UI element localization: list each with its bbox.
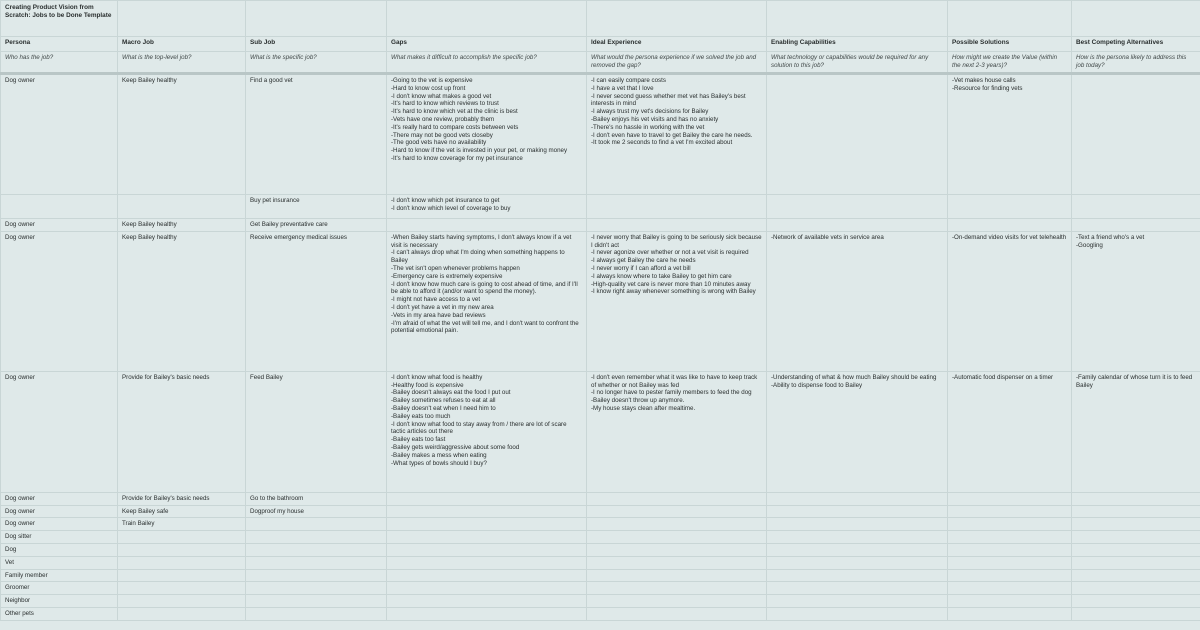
cell-line: -It's hard to know which reviews to trust <box>391 100 499 108</box>
cell-line: -I never worry that Bailey is going to be seriously sick because I didn't act <box>591 233 762 249</box>
cell-line: -When Bailey starts having symptoms, I don't always know if a vet visit is necessary <box>391 233 572 249</box>
best-alternatives-cell[interactable] <box>1072 595 1200 608</box>
cell-line: -I don't yet have a vet in my new area <box>391 303 494 311</box>
macro-job-cell[interactable] <box>118 607 246 620</box>
cell-line: -Automatic food dispenser on a timer <box>952 373 1054 381</box>
cell-line: -Bailey doesn't always eat the food I put out <box>391 389 511 397</box>
question-macro-job[interactable]: What is the top-level job? <box>118 52 246 74</box>
cell-line: -Network of available vets in service area <box>771 233 884 241</box>
persona-cell[interactable]: Vet <box>1 556 118 569</box>
enabling-capabilities-cell[interactable] <box>767 492 948 505</box>
cell-line: -Bailey eats too much <box>391 412 451 420</box>
macro-job-cell[interactable]: Train Bailey <box>118 518 246 531</box>
cell-line: -Bailey sometimes refuses to eat at all <box>391 397 496 405</box>
table-row <box>1 556 1200 569</box>
possible-solutions-cell[interactable] <box>948 531 1072 544</box>
macro-job-cell[interactable] <box>118 582 246 595</box>
ideal-experience-cell[interactable] <box>587 595 767 608</box>
persona-cell[interactable]: Neighbor <box>1 595 118 608</box>
gaps-cell[interactable] <box>387 556 587 569</box>
enabling-capabilities-cell[interactable] <box>767 543 948 556</box>
empty-cell[interactable] <box>587 1 767 37</box>
macro-job-cell[interactable] <box>118 595 246 608</box>
cell-line: -It's really hard to compare costs between vets <box>391 123 519 131</box>
table-row <box>1 219 1200 232</box>
enabling-capabilities-cell[interactable] <box>767 371 948 492</box>
header-gaps[interactable]: Gaps <box>387 37 587 52</box>
best-alternatives-cell[interactable] <box>1072 543 1200 556</box>
cell-line: -High-quality vet care is never more than 10 minutes away <box>591 280 751 288</box>
sub-job-cell[interactable] <box>246 607 387 620</box>
cell-line: -I don't know what makes a good vet <box>391 92 492 100</box>
table-row <box>1 531 1200 544</box>
gaps-cell[interactable] <box>387 492 587 505</box>
best-alternatives-cell[interactable] <box>1072 556 1200 569</box>
cell-line: -Healthy food is expensive <box>391 381 464 389</box>
title-row <box>1 1 1200 37</box>
ideal-experience-cell[interactable] <box>587 531 767 544</box>
possible-solutions-cell[interactable] <box>948 371 1072 492</box>
possible-solutions-cell[interactable] <box>948 556 1072 569</box>
sub-job-cell[interactable] <box>246 518 387 531</box>
cell-line: -I don't know what food to stay away from / there are lot of scare tactic articles out there <box>391 420 567 436</box>
cell-line: -Hard to know cost up front <box>391 84 466 92</box>
empty-cell[interactable] <box>948 1 1072 37</box>
cell-line: -My house stays clean after mealtime. <box>591 404 696 412</box>
cell-line: -I don't know what food is healthy <box>391 373 483 381</box>
macro-job-cell[interactable]: Keep Bailey safe <box>118 505 246 518</box>
cell-line: -I always know where to take Bailey to get him care <box>591 272 732 280</box>
sub-job-cell[interactable]: Get Bailey preventative care <box>246 219 387 232</box>
question-row <box>1 52 1200 74</box>
enabling-capabilities-cell[interactable] <box>767 74 948 195</box>
best-alternatives-cell[interactable] <box>1072 531 1200 544</box>
persona-cell[interactable]: Dog <box>1 543 118 556</box>
persona-cell[interactable] <box>1 195 118 219</box>
sub-job-cell[interactable] <box>246 569 387 582</box>
gaps-cell[interactable] <box>387 195 587 219</box>
cell-line: -It took me 2 seconds to find a vet I'm excited about <box>591 139 733 147</box>
header-row <box>1 37 1200 52</box>
best-alternatives-cell[interactable] <box>1072 582 1200 595</box>
ideal-experience-cell[interactable] <box>587 492 767 505</box>
ideal-experience-cell[interactable] <box>587 543 767 556</box>
cell-line: -Hard to know if the vet is invested in your pet, or making money <box>391 147 568 155</box>
persona-cell[interactable]: Dog owner <box>1 505 118 518</box>
best-alternatives-cell[interactable] <box>1072 219 1200 232</box>
cell-line: -Text a friend who's a vet <box>1076 233 1145 241</box>
possible-solutions-cell[interactable] <box>948 543 1072 556</box>
gaps-cell[interactable] <box>387 505 587 518</box>
sub-job-cell[interactable] <box>246 595 387 608</box>
enabling-capabilities-cell[interactable] <box>767 607 948 620</box>
best-alternatives-cell[interactable] <box>1072 518 1200 531</box>
cell-line: -I don't even have to travel to get Bailey the care he needs. <box>591 131 753 139</box>
empty-cell[interactable] <box>118 1 246 37</box>
cell-line: -Bailey gets weird/aggressive about some food <box>391 443 520 451</box>
possible-solutions-cell[interactable] <box>948 607 1072 620</box>
macro-job-cell[interactable]: Keep Bailey healthy <box>118 74 246 195</box>
enabling-capabilities-cell[interactable] <box>767 518 948 531</box>
cell-line: -I can't always drop what I'm doing when something happens to Bailey <box>391 249 565 265</box>
table-row <box>1 195 1200 219</box>
table-row <box>1 231 1200 371</box>
cell-line: -On-demand video visits for vet telehealth <box>952 233 1067 241</box>
persona-cell[interactable]: Groomer <box>1 582 118 595</box>
enabling-capabilities-cell[interactable] <box>767 505 948 518</box>
cell-line: -I never worry if I can afford a vet bill <box>591 264 691 272</box>
best-alternatives-cell[interactable] <box>1072 74 1200 195</box>
enabling-capabilities-cell[interactable] <box>767 531 948 544</box>
cell-line: -I don't know how much care is going to cost ahead of time, and if I'll be able to afford it (and/or want to spend the money). <box>391 280 578 296</box>
header-macro-job[interactable]: Macro Job <box>118 37 246 52</box>
macro-job-cell[interactable] <box>118 556 246 569</box>
header-best-competing-alternatives[interactable]: Best Competing Alternatives <box>1072 37 1200 52</box>
ideal-experience-cell[interactable] <box>587 569 767 582</box>
sub-job-cell[interactable]: Buy pet insurance <box>246 195 387 219</box>
table-row <box>1 595 1200 608</box>
macro-job-cell[interactable]: Provide for Bailey's basic needs <box>118 492 246 505</box>
empty-cell[interactable] <box>246 1 387 37</box>
table-row <box>1 543 1200 556</box>
enabling-capabilities-cell[interactable] <box>767 595 948 608</box>
cell-line: -Vets have one review, probably them <box>391 115 495 123</box>
question-sub-job[interactable]: What is the specific job? <box>246 52 387 74</box>
best-alternatives-cell[interactable] <box>1072 505 1200 518</box>
gaps-cell[interactable] <box>387 531 587 544</box>
cell-line: -Bailey eats too fast <box>391 436 446 444</box>
ideal-experience-cell[interactable] <box>587 74 767 195</box>
gaps-cell[interactable] <box>387 607 587 620</box>
sub-job-cell[interactable] <box>246 531 387 544</box>
header-sub-job[interactable]: Sub Job <box>246 37 387 52</box>
cell-line: -I'm afraid of what the vet will tell me, and I don't want to confront the potential emotional pain. <box>391 319 579 335</box>
table-row <box>1 371 1200 492</box>
table-row <box>1 74 1200 195</box>
header-persona[interactable]: Persona <box>1 37 118 52</box>
question-enabling-capabilities[interactable]: What technology or capabilities would be required for any solution to this job? <box>767 52 948 74</box>
ideal-experience-cell[interactable] <box>587 219 767 232</box>
persona-cell[interactable]: Dog owner <box>1 74 118 195</box>
enabling-capabilities-cell[interactable] <box>767 556 948 569</box>
table-row <box>1 569 1200 582</box>
table-row <box>1 607 1200 620</box>
cell-line: -I no longer have to pester family members to feed the dog <box>591 389 752 397</box>
header-ideal-experience[interactable]: Ideal Experience <box>587 37 767 52</box>
sub-job-cell[interactable] <box>246 543 387 556</box>
question-possible-solutions[interactable]: How might we create the Value (within the next 2-3 years)? <box>948 52 1072 74</box>
possible-solutions-cell[interactable] <box>948 505 1072 518</box>
cell-line: -I always get Bailey the care he needs <box>591 257 696 265</box>
macro-job-cell[interactable] <box>118 569 246 582</box>
cell-line: -I have a vet that I love <box>591 84 654 92</box>
cell-line: -I never second guess whether met vet has Bailey's best interests in mind <box>591 92 746 108</box>
gaps-cell[interactable] <box>387 371 587 492</box>
cell-line: -I don't even remember what it was like to have to keep track of whether or not Bailey was fed <box>591 373 758 389</box>
cell-line: -Vet makes house calls <box>952 77 1016 84</box>
ideal-experience-cell[interactable] <box>587 371 767 492</box>
cell-line: -Vets in my area have bad reviews <box>391 311 486 319</box>
macro-job-cell[interactable]: Keep Bailey healthy <box>118 219 246 232</box>
macro-job-cell[interactable] <box>118 531 246 544</box>
cell-line: -I can easily compare costs <box>591 77 666 84</box>
enabling-capabilities-cell[interactable] <box>767 195 948 219</box>
gaps-cell[interactable] <box>387 582 587 595</box>
empty-cell[interactable] <box>1072 1 1200 37</box>
cell-line: -What types of bowls should I buy? <box>391 459 487 467</box>
sub-job-cell[interactable]: Dogproof my house <box>246 505 387 518</box>
cell-line: -It's hard to know coverage for my pet insurance <box>391 154 523 162</box>
gaps-cell[interactable] <box>387 595 587 608</box>
question-ideal-experience[interactable]: What would the persona experience if we solved the job and removed the gap? <box>587 52 767 74</box>
question-gaps[interactable]: What makes it difficult to accomplish the specific job? <box>387 52 587 74</box>
cell-line: -I don't know which level of coverage to buy <box>391 204 511 212</box>
ideal-experience-cell[interactable] <box>587 582 767 595</box>
enabling-capabilities-cell[interactable] <box>767 219 948 232</box>
persona-cell[interactable]: Dog owner <box>1 231 118 371</box>
empty-cell[interactable] <box>767 1 948 37</box>
best-alternatives-cell[interactable] <box>1072 195 1200 219</box>
cell-line: -Googling <box>1076 241 1103 249</box>
cell-line: -Bailey enjoys his vet visits and has no anxiety <box>591 115 719 123</box>
persona-cell[interactable]: Dog owner <box>1 492 118 505</box>
sub-job-cell[interactable] <box>246 556 387 569</box>
header-possible-solutions[interactable]: Possible Solutions <box>948 37 1072 52</box>
persona-cell[interactable]: Dog sitter <box>1 531 118 544</box>
persona-cell[interactable]: Family member <box>1 569 118 582</box>
cell-line: -Bailey doesn't throw up anymore. <box>591 397 685 405</box>
ideal-experience-cell[interactable] <box>587 231 767 371</box>
cell-line: -I always trust my vet's decisions for Bailey <box>591 108 709 116</box>
macro-job-cell[interactable] <box>118 195 246 219</box>
macro-job-cell[interactable] <box>118 543 246 556</box>
possible-solutions-cell[interactable] <box>948 582 1072 595</box>
persona-cell[interactable]: Dog owner <box>1 518 118 531</box>
possible-solutions-cell[interactable] <box>948 595 1072 608</box>
persona-cell[interactable]: Other pets <box>1 607 118 620</box>
sub-job-cell[interactable] <box>246 582 387 595</box>
best-alternatives-cell[interactable] <box>1072 231 1200 371</box>
cell-line: -Going to the vet is expensive <box>391 77 473 84</box>
enabling-capabilities-cell[interactable] <box>767 231 948 371</box>
best-alternatives-cell[interactable] <box>1072 569 1200 582</box>
sub-job-cell[interactable]: Go to the bathroom <box>246 492 387 505</box>
possible-solutions-cell[interactable] <box>948 195 1072 219</box>
best-alternatives-cell[interactable] <box>1072 371 1200 492</box>
cell-line: -Bailey makes a mess when eating <box>391 451 487 459</box>
ideal-experience-cell[interactable] <box>587 556 767 569</box>
sub-job-cell[interactable]: Find a good vet <box>246 74 387 195</box>
possible-solutions-cell[interactable] <box>948 518 1072 531</box>
cell-line: -Resource for finding vets <box>952 84 1023 92</box>
gaps-cell[interactable] <box>387 518 587 531</box>
ideal-experience-cell[interactable] <box>587 195 767 219</box>
possible-solutions-cell[interactable] <box>948 569 1072 582</box>
gaps-cell[interactable] <box>387 74 587 195</box>
ideal-experience-cell[interactable] <box>587 518 767 531</box>
table-row <box>1 518 1200 531</box>
gaps-cell[interactable] <box>387 569 587 582</box>
possible-solutions-cell[interactable] <box>948 219 1072 232</box>
cell-line: -I never agonize over whether or not a vet visit is required <box>591 249 749 257</box>
cell-line: -I might not have access to a vet <box>391 296 481 304</box>
cell-line: -Understanding of what & how much Bailey should be eating <box>771 373 937 381</box>
best-alternatives-cell[interactable] <box>1072 492 1200 505</box>
enabling-capabilities-cell[interactable] <box>767 582 948 595</box>
cell-line: -I don't know which pet insurance to get <box>391 197 500 204</box>
sheet-title[interactable]: Creating Product Vision from Scratch: Jobs to be Done Template <box>1 1 118 37</box>
possible-solutions-cell[interactable] <box>948 492 1072 505</box>
enabling-capabilities-cell[interactable] <box>767 569 948 582</box>
header-enabling-capabilities[interactable]: Enabling Capabilities <box>767 37 948 52</box>
cell-line: -Ability to dispense food to Bailey <box>771 381 863 389</box>
sub-job-cell[interactable]: Receive emergency medical issues <box>246 231 387 371</box>
question-best-competing-alternatives[interactable]: How is the persona likely to address this job today? <box>1072 52 1200 74</box>
cell-line: -There's no hassle in working with the vet <box>591 123 705 131</box>
gaps-cell[interactable] <box>387 231 587 371</box>
cell-line: -Family calendar of whose turn it is to feed Bailey <box>1076 373 1193 389</box>
persona-cell[interactable]: Dog owner <box>1 371 118 492</box>
cell-line: -The good vets have no availability <box>391 139 487 147</box>
gaps-cell[interactable] <box>387 543 587 556</box>
possible-solutions-cell[interactable] <box>948 74 1072 195</box>
cell-line: -There may not be good vets closeby <box>391 131 493 139</box>
empty-cell[interactable] <box>387 1 587 37</box>
macro-job-cell[interactable]: Keep Bailey healthy <box>118 231 246 371</box>
cell-line: -Emergency care is extremely expensive <box>391 272 503 280</box>
cell-line: -Bailey doesn't eat when I need him to <box>391 404 496 412</box>
cell-line: -I know right away whenever something is wrong with Bailey <box>591 288 756 296</box>
table-row <box>1 582 1200 595</box>
persona-cell[interactable]: Dog owner <box>1 219 118 232</box>
ideal-experience-cell[interactable] <box>587 505 767 518</box>
cell-line: -It's hard to know which vet at the clinic is best <box>391 108 518 116</box>
macro-job-cell[interactable]: Provide for Bailey's basic needs <box>118 371 246 492</box>
question-persona[interactable]: Who has the job? <box>1 52 118 74</box>
gaps-cell[interactable] <box>387 219 587 232</box>
best-alternatives-cell[interactable] <box>1072 607 1200 620</box>
table-row <box>1 505 1200 518</box>
cell-line: -The vet isn't open whenever problems happen <box>391 264 520 272</box>
ideal-experience-cell[interactable] <box>587 607 767 620</box>
possible-solutions-cell[interactable] <box>948 231 1072 371</box>
sub-job-cell[interactable]: Feed Bailey <box>246 371 387 492</box>
table-row <box>1 492 1200 505</box>
